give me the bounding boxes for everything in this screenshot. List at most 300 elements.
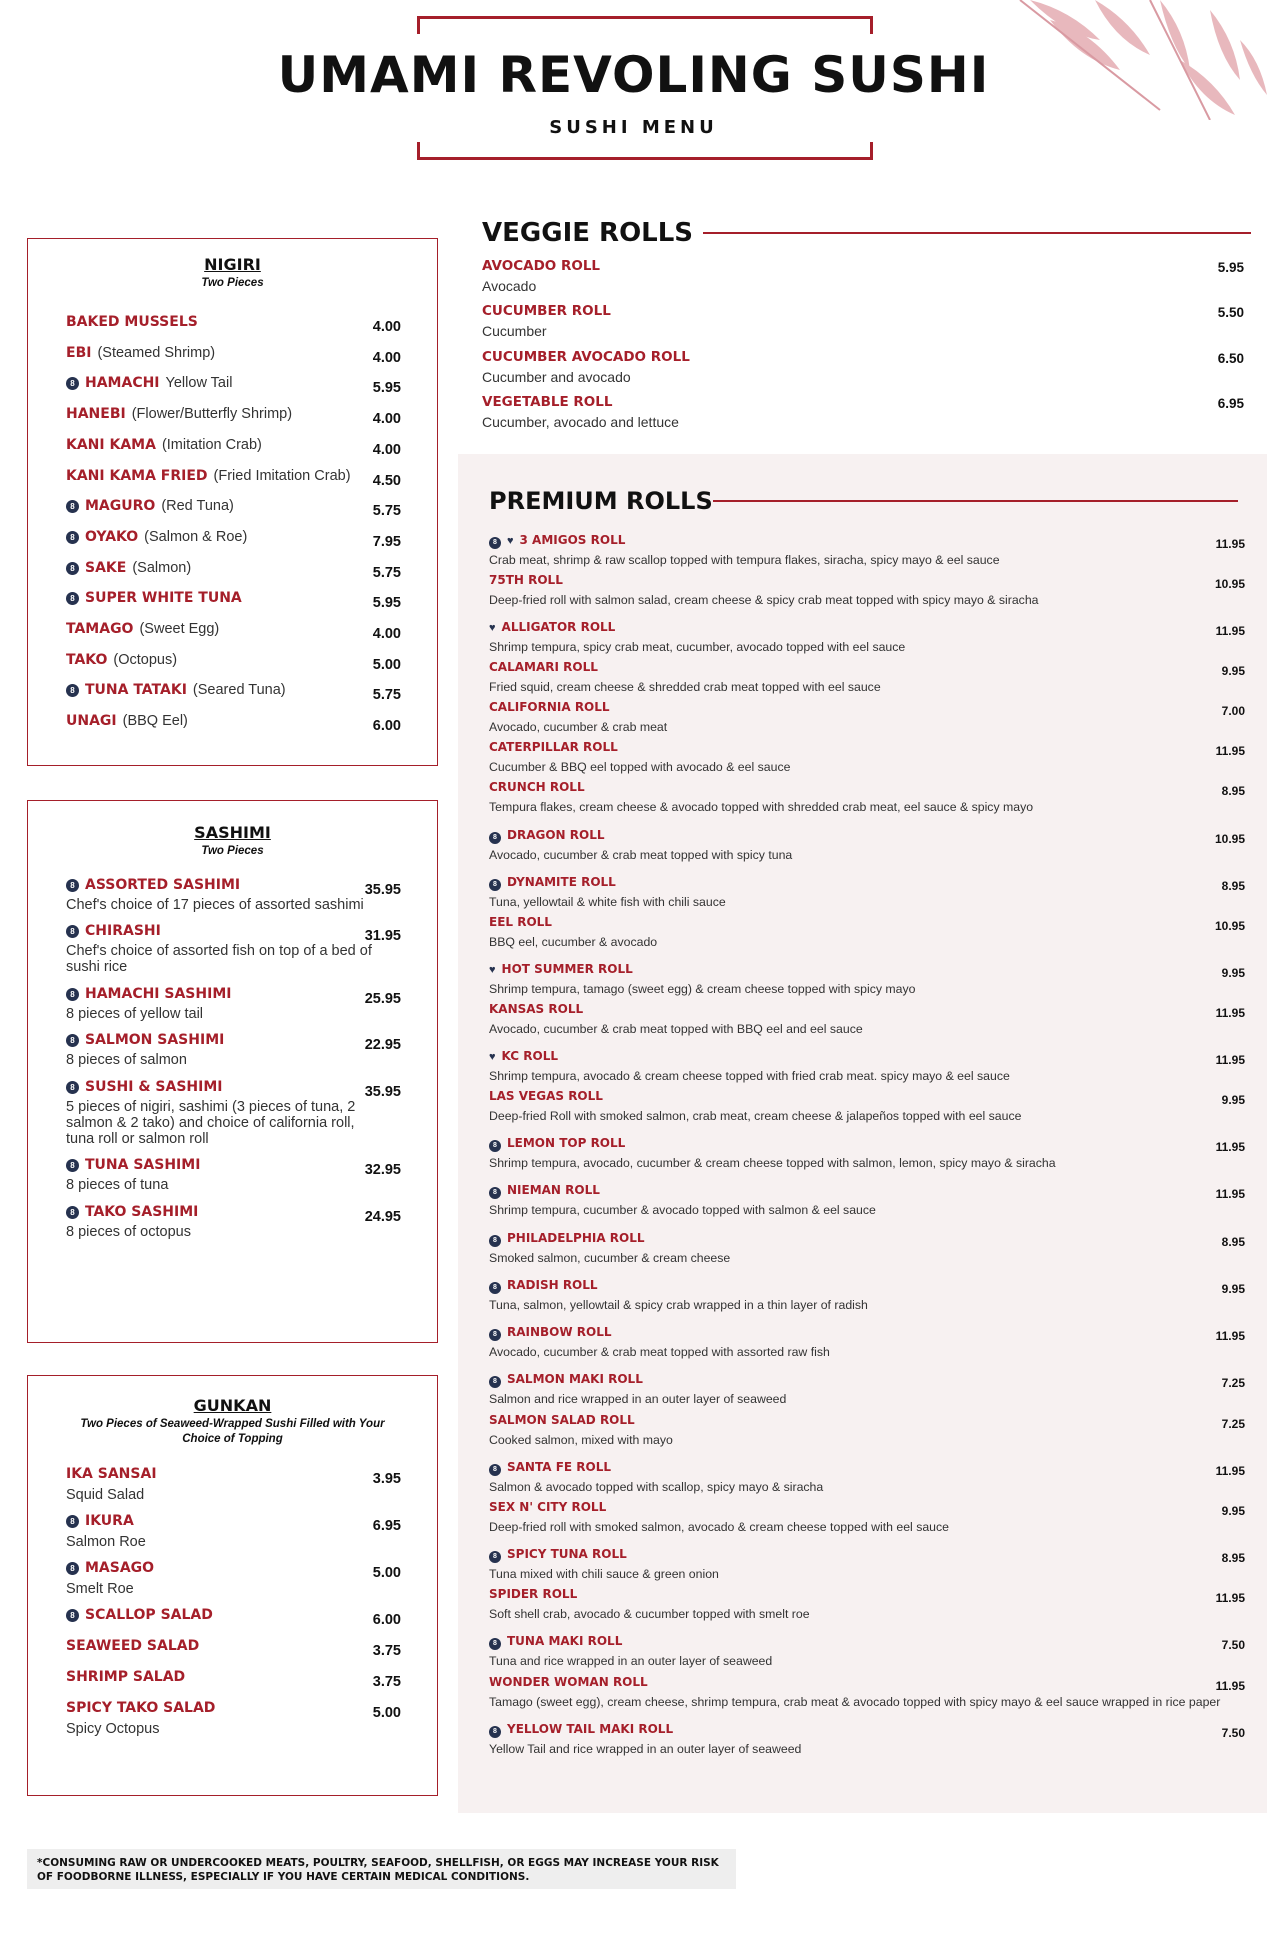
premium-item-name: CRUNCH ROLL	[489, 780, 585, 794]
premium-item-price: 9.95	[1221, 1093, 1245, 1107]
raw-fish-icon: 8	[489, 1376, 501, 1388]
premium-item-line	[489, 1458, 1245, 1476]
sashimi-subtitle: Two Pieces	[201, 845, 264, 857]
nigiri-item-name: EBI	[66, 344, 92, 361]
premium-item-name: RADISH ROLL	[507, 1278, 598, 1292]
premium-item-price: 8.95	[1221, 879, 1245, 893]
nigiri-item-name: OYAKO	[85, 528, 139, 545]
raw-fish-icon: 8	[66, 1609, 79, 1622]
sashimi-item-price: 31.95	[364, 928, 401, 944]
raw-fish-icon: 8	[489, 1464, 501, 1476]
premium-item	[489, 1458, 1245, 1494]
premium-item	[489, 1585, 1245, 1621]
premium-item-price: 11.95	[1215, 624, 1245, 638]
premium-item-price: 7.50	[1221, 1726, 1245, 1740]
sashimi-item-price: 35.95	[364, 1084, 401, 1100]
veggie-item-desc: Cucumber and avocado	[482, 368, 631, 385]
nigiri-item-line	[66, 467, 401, 485]
premium-item-price: 7.00	[1221, 704, 1245, 718]
premium-item-name: DRAGON ROLL	[507, 828, 605, 842]
premium-item-line	[489, 658, 1245, 676]
nigiri-box	[27, 238, 438, 766]
premium-item-desc: Avocado, cucumber & crab meat topped with spicy tuna	[489, 848, 793, 862]
premium-item	[489, 1047, 1245, 1083]
premium-item-name: PHILADELPHIA ROLL	[507, 1231, 645, 1245]
nigiri-item	[66, 528, 401, 550]
gunkan-item-name: SHRIMP SALAD	[66, 1669, 186, 1685]
sashimi-item-name: ASSORTED SASHIMI	[85, 877, 241, 893]
nigiri-item-price: 4.00	[372, 411, 401, 428]
premium-item-price: 11.95	[1215, 1187, 1245, 1201]
raw-fish-icon: 8	[489, 1235, 501, 1247]
premium-item	[489, 1000, 1245, 1036]
heart-icon: ♥	[489, 1051, 496, 1063]
gunkan-item-desc: Salmon Roe	[66, 1534, 146, 1550]
premium-item	[489, 960, 1245, 996]
gunkan-item-line	[66, 1465, 401, 1483]
premium-item-price: 7.50	[1221, 1638, 1245, 1652]
nigiri-item-price: 4.00	[372, 319, 401, 335]
sashimi-item-name: TAKO SASHIMI	[85, 1204, 199, 1220]
sashimi-item	[66, 985, 401, 1022]
nigiri-item-line	[66, 559, 401, 577]
sashimi-item-name: CHIRASHI	[85, 923, 161, 939]
premium-item	[489, 1181, 1245, 1217]
sashimi-item-desc: 8 pieces of salmon	[66, 1052, 187, 1068]
veggie-item-name: VEGETABLE ROLL	[482, 393, 613, 410]
premium-item	[489, 738, 1245, 774]
veggie-item-price: 5.50	[1217, 305, 1244, 321]
premium-item	[489, 571, 1245, 607]
nigiri-item-line	[66, 528, 401, 546]
gunkan-item	[66, 1512, 401, 1550]
premium-item-price: 8.95	[1221, 784, 1245, 798]
nigiri-item-line	[66, 374, 401, 392]
sashimi-item-line	[66, 1156, 401, 1174]
gunkan-item	[66, 1637, 401, 1659]
premium-item-name: SEX N' CITY ROLL	[489, 1500, 607, 1514]
premium-item-desc: Tempura flakes, cream cheese & avocado topped with shredded crab meat, eel sauce & spicy mayo	[489, 800, 1034, 814]
nigiri-item	[66, 681, 401, 704]
nigiri-item	[66, 559, 401, 581]
gunkan-item	[66, 1668, 401, 1690]
nigiri-subtitle: Two Pieces	[201, 277, 264, 289]
gunkan-box	[27, 1375, 438, 1796]
premium-item-desc: Avocado, cucumber & crab meat topped with assorted raw fish	[489, 1345, 830, 1359]
premium-item	[489, 1276, 1245, 1312]
sashimi-item-price: 24.95	[364, 1209, 401, 1225]
premium-item-line	[489, 1411, 1245, 1429]
premium-item-name: SANTA FE ROLL	[507, 1460, 611, 1474]
premium-item-desc: Tamago (sweet egg), cream cheese, shrimp tempura, crab meat & avocado topped with spicy mayo & eel sauce wrapped in rice paper	[489, 1695, 1221, 1709]
premium-item-price: 11.95	[1215, 1140, 1245, 1154]
gunkan-item-name: SEAWEED SALAD	[66, 1638, 200, 1654]
premium-item	[489, 1087, 1245, 1123]
premium-item-desc: BBQ eel, cucumber & avocado	[489, 935, 658, 949]
sashimi-title: SASHIMI	[194, 823, 271, 842]
sashimi-item-desc: 5 pieces of nigiri, sashimi (3 pieces of tuna, 2 salmon & 2 tako) and choice of california roll, tuna roll or salmon roll	[66, 1099, 356, 1147]
nigiri-item-price: 5.75	[372, 503, 401, 520]
premium-item-line	[489, 913, 1245, 931]
gunkan-item	[66, 1699, 401, 1737]
sashimi-item-price: 22.95	[364, 1037, 401, 1053]
veggie-item-desc: Avocado	[482, 278, 537, 294]
raw-fish-icon: 8	[489, 1551, 501, 1563]
sashimi-item-desc: Chef's choice of 17 pieces of assorted sashimi	[66, 897, 364, 913]
sashimi-item	[66, 1156, 401, 1193]
premium-item-name: NIEMAN ROLL	[507, 1183, 600, 1197]
gunkan-subtitle: Two Pieces of Seaweed-Wrapped Sushi Filled with Your Choice of Topping	[80, 1418, 385, 1445]
premium-item-price: 9.95	[1221, 1282, 1245, 1296]
premium-item-desc: Tuna, salmon, yellowtail & spicy crab wrapped in a thin layer of radish	[489, 1298, 868, 1312]
premium-item	[489, 531, 1245, 567]
sashimi-item-name: TUNA SASHIMI	[85, 1157, 201, 1173]
premium-item-desc: Shrimp tempura, tamago (sweet egg) & cream cheese topped with spicy mayo	[489, 982, 916, 996]
nigiri-title: NIGIRI	[204, 255, 261, 274]
nigiri-item-desc: (Sweet Egg)	[139, 621, 220, 637]
nigiri-item-line	[66, 436, 401, 454]
premium-item-name: KANSAS ROLL	[489, 1002, 584, 1016]
nigiri-item-line	[66, 589, 401, 607]
gunkan-item-name: IKURA	[85, 1513, 134, 1529]
premium-item	[489, 1411, 1245, 1447]
premium-item-name: CALIFORNIA ROLL	[489, 700, 610, 714]
premium-item-price: 11.95	[1215, 1053, 1245, 1067]
nigiri-item	[66, 497, 401, 520]
veggie-item-name: CUCUMBER AVOCADO ROLL	[482, 348, 690, 365]
sashimi-item-price: 35.95	[364, 882, 401, 898]
nigiri-item-name: MAGURO	[85, 498, 156, 515]
nigiri-item	[66, 344, 401, 366]
premium-item-desc: Tuna and rice wrapped in an outer layer of seaweed	[489, 1654, 773, 1668]
raw-fish-icon: 8	[489, 1638, 501, 1650]
nigiri-item-line	[66, 344, 401, 362]
gunkan-item-line	[66, 1637, 401, 1655]
premium-item-desc: Salmon and rice wrapped in an outer layer of seaweed	[489, 1392, 787, 1406]
nigiri-item	[66, 467, 401, 489]
sashimi-item-price: 32.95	[364, 1162, 401, 1178]
nigiri-item-desc: (Flower/Butterfly Shrimp)	[131, 406, 293, 423]
gunkan-item-line	[66, 1668, 401, 1686]
raw-fish-icon: 8	[489, 832, 501, 844]
premium-rolls-rule	[713, 500, 1238, 502]
veggie-item	[482, 258, 1244, 294]
nigiri-item-desc: (Fried Imitation Crab)	[213, 467, 351, 484]
nigiri-item-line	[66, 405, 401, 423]
heart-icon: ♥	[489, 622, 496, 634]
sashimi-item-desc: 8 pieces of tuna	[66, 1177, 169, 1193]
premium-item	[489, 778, 1245, 814]
premium-item-line	[489, 1498, 1245, 1516]
premium-item-line	[489, 531, 1245, 549]
sashimi-box	[27, 800, 438, 1343]
premium-item-line	[489, 1720, 1245, 1738]
raw-fish-icon: 8	[66, 1081, 79, 1094]
sashimi-item-name: SALMON SASHIMI	[85, 1032, 225, 1048]
veggie-rolls-heading: VEGGIE ROLLS	[482, 218, 694, 248]
premium-item	[489, 1370, 1245, 1406]
nigiri-item	[66, 589, 401, 612]
gunkan-item-price: 3.75	[372, 1674, 401, 1690]
premium-item-line	[489, 778, 1245, 796]
raw-fish-icon: 8	[66, 988, 79, 1001]
premium-item-line	[489, 1087, 1245, 1105]
premium-item-desc: Deep-fried roll with smoked salmon, avocado & cream cheese topped with eel sauce	[489, 1520, 950, 1534]
sashimi-item-name: HAMACHI SASHIMI	[85, 986, 232, 1002]
veggie-item-desc: Cucumber	[482, 323, 547, 340]
raw-fish-icon: 8	[66, 1206, 79, 1219]
raw-fish-icon: 8	[489, 1282, 501, 1294]
premium-item-name: SPIDER ROLL	[489, 1587, 578, 1601]
premium-item-name: LEMON TOP ROLL	[507, 1136, 626, 1150]
health-disclaimer: *CONSUMING RAW OR UNDERCOOKED MEATS, POULTRY, SEAFOOD, SHELLFISH, OR EGGS MAY INCREASE YOUR RISK OF FOODBORNE ILLNESS, ESPECIALLY IF YOU HAVE CERTAIN MEDICAL CONDITIONS.	[27, 1849, 736, 1889]
premium-item-name: ALLIGATOR ROLL	[501, 620, 616, 634]
gunkan-item-price: 3.95	[372, 1471, 401, 1487]
sashimi-item-price: 25.95	[364, 991, 401, 1007]
sashimi-item	[66, 922, 401, 975]
raw-fish-icon: 8	[489, 1140, 501, 1152]
gunkan-item-line	[66, 1699, 401, 1717]
premium-item	[489, 873, 1245, 909]
premium-item-desc: Shrimp tempura, spicy crab meat, cucumber, avocado topped with eel sauce	[489, 640, 906, 654]
premium-item	[489, 1134, 1245, 1170]
gunkan-title: GUNKAN	[193, 1396, 272, 1415]
premium-item-desc: Smoked salmon, cucumber & cream cheese	[489, 1251, 731, 1265]
sashimi-item-desc: Chef's choice of assorted fish on top of a bed of sushi rice	[66, 943, 372, 975]
nigiri-item-price: 4.50	[372, 472, 401, 489]
nigiri-item	[66, 313, 401, 335]
premium-item-line	[489, 618, 1245, 636]
nigiri-item-name: TUNA TATAKI	[85, 682, 187, 699]
premium-item	[489, 913, 1245, 949]
nigiri-item-desc: (Steamed Shrimp)	[97, 344, 216, 361]
sashimi-item-line	[66, 876, 401, 894]
raw-fish-icon: 8	[489, 1726, 501, 1738]
premium-item-name: 75TH ROLL	[489, 573, 563, 587]
premium-item-price: 11.95	[1215, 1329, 1245, 1343]
premium-item-price: 11.95	[1215, 744, 1245, 758]
nigiri-item-line	[66, 681, 401, 699]
premium-item-name: SPICY TUNA ROLL	[507, 1547, 627, 1561]
nigiri-item-price: 4.00	[372, 349, 401, 366]
gunkan-item-desc: Smelt Roe	[66, 1581, 134, 1597]
nigiri-item	[66, 374, 401, 397]
nigiri-item-price: 5.75	[372, 564, 401, 581]
nigiri-item	[66, 620, 401, 642]
nigiri-item-desc: (Salmon)	[132, 559, 192, 576]
heart-icon: ♥	[507, 535, 514, 547]
premium-item-line	[489, 1276, 1245, 1294]
premium-item	[489, 1323, 1245, 1359]
premium-item-desc: Shrimp tempura, avocado & cream cheese topped with fried crab meat. spicy mayo & eel sauce	[489, 1069, 1010, 1083]
sashimi-item-line	[66, 1031, 401, 1049]
premium-item-name: EEL ROLL	[489, 915, 552, 929]
premium-item-desc: Deep-fried roll with salmon salad, cream cheese & spicy crab meat topped with spicy mayo & siracha	[489, 593, 1039, 607]
premium-item-price: 8.95	[1221, 1235, 1245, 1249]
nigiri-item-desc: (Salmon & Roe)	[144, 528, 248, 545]
sashimi-item	[66, 1031, 401, 1068]
sashimi-item-desc: 8 pieces of octopus	[66, 1224, 191, 1240]
premium-item	[489, 1498, 1245, 1534]
premium-item-name: CATERPILLAR ROLL	[489, 740, 618, 754]
nigiri-item-desc: (Red Tuna)	[161, 498, 234, 515]
premium-item-desc: Salmon & avocado topped with scallop, spicy mayo & siracha	[489, 1480, 824, 1494]
nigiri-item-price: 5.95	[372, 380, 401, 397]
veggie-item	[482, 394, 1244, 430]
premium-item	[489, 1545, 1245, 1581]
nigiri-item-price: 7.95	[372, 533, 401, 550]
premium-item-desc: Shrimp tempura, cucumber & avocado topped with salmon & eel sauce	[489, 1203, 876, 1217]
raw-fish-icon: 8	[66, 500, 79, 513]
premium-item-name: CALAMARI ROLL	[489, 660, 598, 674]
premium-item-name: SALMON SALAD ROLL	[489, 1413, 635, 1427]
nigiri-item-price: 5.75	[372, 687, 401, 704]
premium-item-line	[489, 873, 1245, 891]
premium-item-desc: Cooked salmon, mixed with mayo	[489, 1433, 673, 1447]
raw-fish-icon: 8	[66, 1515, 79, 1528]
premium-item-name: WONDER WOMAN ROLL	[489, 1675, 648, 1689]
sashimi-item	[66, 1078, 401, 1147]
sashimi-item-line	[66, 985, 401, 1003]
premium-item-line	[489, 738, 1245, 756]
premium-item-line	[489, 1632, 1245, 1650]
nigiri-item-price: 4.00	[372, 626, 401, 642]
nigiri-item-name: SUPER WHITE TUNA	[85, 590, 242, 607]
premium-item-price: 7.25	[1221, 1376, 1245, 1390]
premium-item-line	[489, 1047, 1245, 1065]
premium-item-price: 9.95	[1221, 966, 1245, 980]
premium-item-line	[489, 1545, 1245, 1563]
nigiri-item-price: 5.00	[372, 656, 401, 673]
gunkan-item-price: 3.75	[372, 1643, 401, 1659]
gunkan-item-price: 6.00	[372, 1612, 401, 1628]
raw-fish-icon: 8	[489, 1187, 501, 1199]
premium-item-price: 11.95	[1215, 1591, 1245, 1605]
premium-item-line	[489, 1229, 1245, 1247]
premium-item-desc: Avocado, cucumber & crab meat	[489, 720, 668, 734]
raw-fish-icon: 8	[489, 1329, 501, 1341]
premium-item	[489, 698, 1245, 734]
premium-item-price: 11.95	[1215, 1006, 1245, 1020]
raw-fish-icon: 8	[66, 1159, 79, 1172]
veggie-item-name: CUCUMBER ROLL	[482, 303, 611, 320]
gunkan-item-name: MASAGO	[85, 1560, 155, 1576]
premium-item-desc: Tuna, yellowtail & white fish with chili sauce	[489, 895, 726, 909]
gunkan-item	[66, 1606, 401, 1628]
gunkan-item	[66, 1559, 401, 1597]
nigiri-item-name: KANI KAMA FRIED	[66, 467, 208, 484]
raw-fish-icon: 8	[66, 562, 79, 575]
nigiri-item-price: 5.95	[372, 595, 401, 612]
premium-item-line	[489, 826, 1245, 844]
nigiri-item-line	[66, 620, 401, 638]
nigiri-item-price: 6.00	[372, 718, 401, 735]
premium-item-name: HOT SUMMER ROLL	[501, 962, 633, 976]
premium-item-price: 10.95	[1214, 832, 1245, 846]
premium-item-price: 8.95	[1221, 1551, 1245, 1565]
premium-item-name: TUNA MAKI ROLL	[507, 1634, 623, 1648]
premium-item-price: 11.95	[1215, 537, 1245, 551]
premium-item-line	[489, 1585, 1245, 1603]
premium-item-desc: Yellow Tail and rice wrapped in an outer layer of seaweed	[489, 1742, 802, 1756]
veggie-item-price: 5.95	[1217, 260, 1244, 275]
nigiri-item-name: UNAGI	[66, 713, 117, 730]
nigiri-item	[66, 436, 401, 458]
nigiri-item-line	[66, 651, 401, 669]
nigiri-item-desc: (Octopus)	[113, 651, 178, 668]
restaurant-name: UMAMI REVOLING SUSHI	[277, 46, 990, 104]
raw-fish-icon: 8	[66, 684, 79, 697]
veggie-item-name: AVOCADO ROLL	[482, 258, 601, 274]
sashimi-item-name: SUSHI & SASHIMI	[85, 1079, 223, 1095]
nigiri-item	[66, 405, 401, 428]
gunkan-item-desc: Squid Salad	[66, 1487, 145, 1503]
premium-item-desc: Deep-fried Roll with smoked salmon, crab meat, cream cheese & jalapeños topped with eel sauce	[489, 1109, 1022, 1123]
premium-item-price: 9.95	[1221, 664, 1245, 678]
raw-fish-icon: 8	[66, 879, 79, 892]
gunkan-item-line	[66, 1512, 401, 1530]
veggie-item	[482, 303, 1244, 339]
heart-icon: ♥	[489, 964, 496, 976]
premium-item	[489, 1720, 1245, 1756]
raw-fish-icon: 8	[66, 592, 79, 605]
premium-item-desc: Soft shell crab, avocado & cucumber topped with smelt roe	[489, 1607, 810, 1621]
nigiri-item-name: TAMAGO	[66, 621, 134, 637]
premium-item-name: 3 AMIGOS ROLL	[519, 533, 626, 547]
nigiri-item-price: 4.00	[372, 441, 401, 458]
nigiri-item-desc: (Imitation Crab)	[161, 436, 262, 453]
nigiri-item-desc: (Seared Tuna)	[192, 682, 286, 699]
gunkan-item-price: 6.95	[372, 1518, 401, 1534]
premium-item-name: KC ROLL	[501, 1049, 559, 1063]
premium-item-line	[489, 1323, 1245, 1341]
nigiri-item-name: HAMACHI	[85, 375, 160, 392]
nigiri-item-name: TAKO	[66, 651, 108, 668]
sashimi-item	[66, 876, 401, 913]
premium-item-name: SALMON MAKI ROLL	[507, 1372, 643, 1386]
premium-item-line	[489, 698, 1245, 716]
nigiri-item-line	[66, 712, 401, 730]
premium-item-price: 9.95	[1221, 1504, 1245, 1518]
premium-item-price: 10.95	[1214, 919, 1245, 933]
gunkan-item-line	[66, 1559, 401, 1577]
gunkan-item-price: 5.00	[372, 1565, 401, 1581]
veggie-item-price: 6.95	[1217, 395, 1244, 411]
premium-item-price: 11.95	[1215, 1464, 1245, 1478]
premium-item-name: DYNAMITE ROLL	[507, 875, 616, 889]
premium-item	[489, 618, 1245, 654]
nigiri-item-name: SAKE	[85, 559, 127, 576]
veggie-item-price: 6.50	[1217, 350, 1244, 366]
premium-item-line	[489, 1000, 1245, 1018]
nigiri-item-name: HANEBI	[66, 406, 126, 423]
premium-item	[489, 1632, 1245, 1668]
gunkan-item-name: SPICY TAKO SALAD	[66, 1700, 216, 1716]
premium-item-line	[489, 1181, 1245, 1199]
premium-item-desc: Tuna mixed with chili sauce & green onion	[489, 1567, 719, 1581]
premium-item-line	[489, 1673, 1245, 1691]
premium-item-name: YELLOW TAIL MAKI ROLL	[507, 1722, 674, 1736]
raw-fish-icon: 8	[66, 377, 79, 390]
nigiri-item-line	[66, 313, 401, 331]
sashimi-item-line	[66, 922, 401, 940]
premium-item	[489, 658, 1245, 694]
premium-item-price: 7.25	[1221, 1417, 1245, 1431]
veggie-item-desc: Cucumber, avocado and lettuce	[482, 413, 679, 430]
premium-item-name: LAS VEGAS ROLL	[489, 1089, 603, 1103]
premium-item-desc: Shrimp tempura, avocado, cucumber & cream cheese topped with salmon, lemon, spicy mayo & siracha	[489, 1156, 1056, 1170]
nigiri-item	[66, 651, 401, 673]
